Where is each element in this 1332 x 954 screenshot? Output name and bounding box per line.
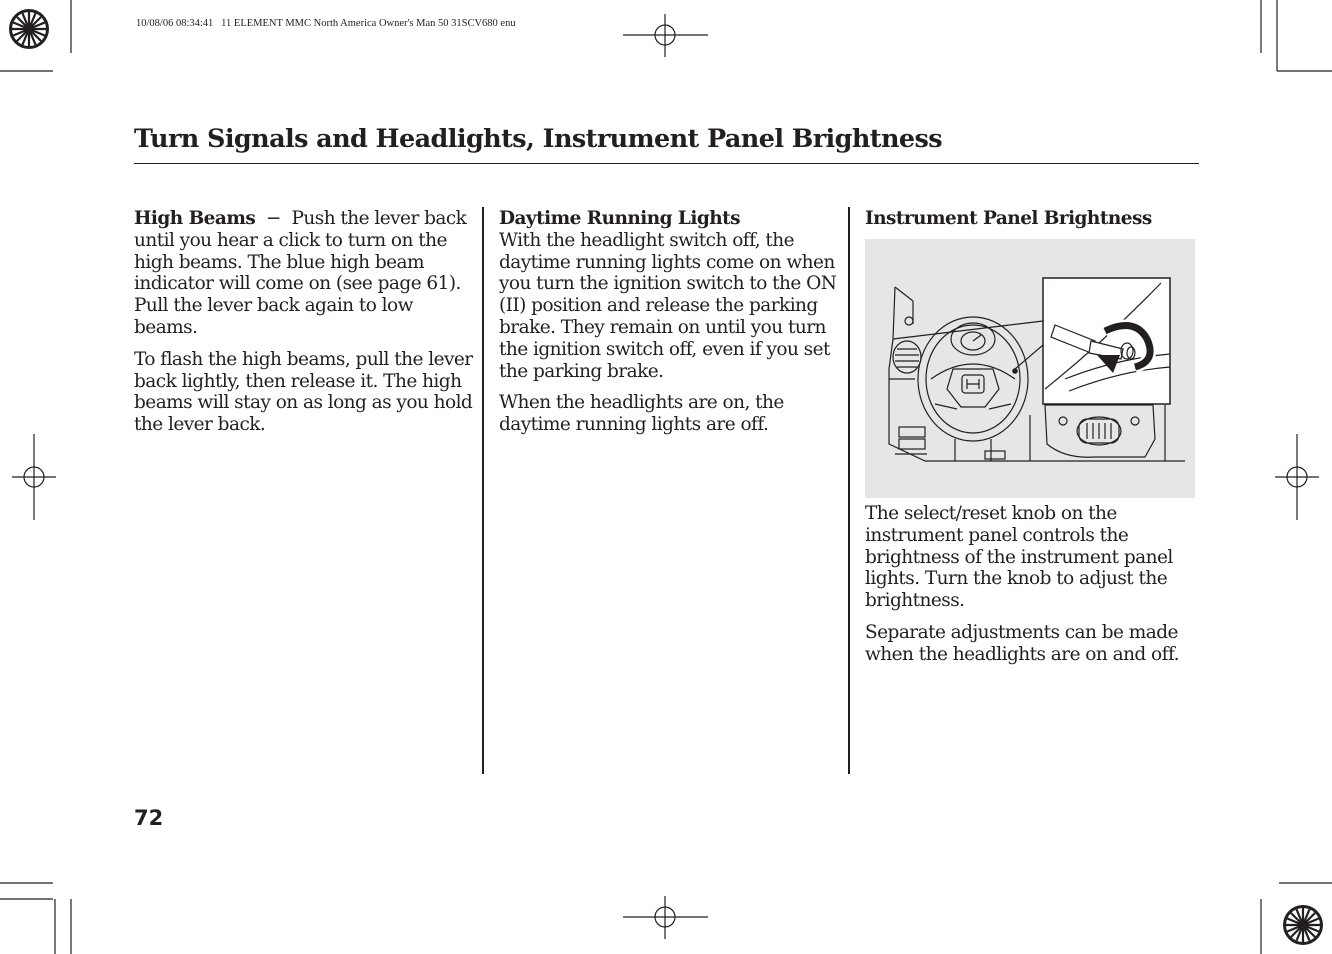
- knob-callout: [1043, 278, 1170, 404]
- column-divider: [482, 207, 484, 774]
- column-daytime-running-lights: [499, 208, 839, 446]
- brightness-description: [865, 503, 1195, 676]
- column-instrument-panel-brightness: [865, 208, 1195, 230]
- star-target-icon-top-left: [9, 9, 49, 49]
- page-title: Turn Signals and Headlights, Instrument Panel Brightness: [134, 124, 943, 154]
- brightness-heading: Instrument Panel Brightness: [865, 208, 1152, 229]
- column-high-beams: [134, 208, 474, 446]
- high-beams-text: Push the lever back until you hear a click to turn on the high beams. The blue high beam indicator will come on (see page 61). Pull the lever back again to low beams.: [134, 208, 467, 338]
- page-number: 72: [134, 806, 164, 830]
- dashboard-knob-illustration: [865, 239, 1195, 498]
- high-beams-heading: High Beams: [134, 208, 256, 229]
- title-rule: [134, 163, 1199, 164]
- flash-paragraph: To flash the high beams, pull the lever back lightly, then release it. The high beams will stay on as long as you hold the lever back.: [134, 348, 473, 436]
- drl-paragraph: With the headlight switch off, the daytime running lights come on when you turn the ignition switch to the ON (II) position and release the parking brake. They remain on until you turn the ignition switch off, even if you set the parking brake.: [499, 229, 837, 382]
- column-divider: [848, 207, 850, 774]
- separate-adjustments-paragraph: Separate adjustments can be made when the headlights are on and off.: [865, 621, 1179, 665]
- brightness-paragraph: The select/reset knob on the instrument panel controls the brightness of the instrument panel lights. Turn the knob to adjust the brightness.: [865, 503, 1173, 612]
- drl-headlights-paragraph: When the headlights are on, the daytime running lights are off.: [499, 392, 784, 436]
- high-beams-paragraph: [134, 208, 474, 339]
- star-target-icon-bottom-right: [1283, 905, 1323, 945]
- dashboard-drawing: [865, 239, 1195, 498]
- drl-heading: Daytime Running Lights: [499, 208, 741, 229]
- heading-dash: −: [265, 208, 281, 229]
- print-header: 10/08/06 08:34:41 11 ELEMENT MMC North America Owner's Man 50 31SCV680 enu: [136, 18, 516, 29]
